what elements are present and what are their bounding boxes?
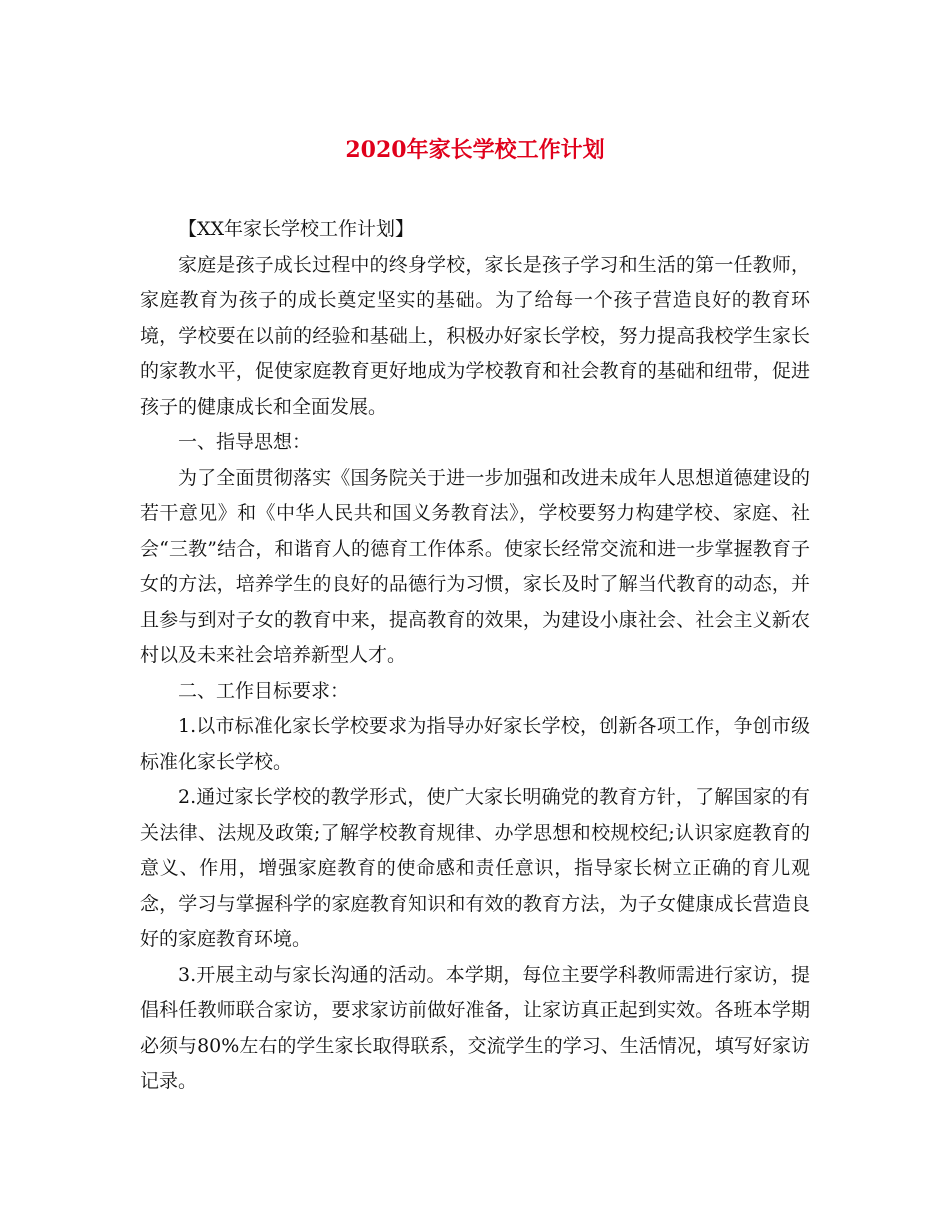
goal-item-1: 1.以市标准化家长学校要求为指导办好家长学校，创新各项工作，争创市级标准化家长学校。 xyxy=(140,715,810,773)
section-heading-bracket: 【XX年家长学校工作计划】 xyxy=(178,218,415,240)
intro-paragraph: 家庭是孩子成长过程中的终身学校，家长是孩子学习和生活的第一任教师，家庭教育为孩子的成长奠定坚实的基础。为了给每一个孩子营造良好的教育环境，学校要在以前的经验和基础上，积极办好家长学校，努力提高我校学生家长的家教水平，促使家庭教育更好地成为学校教育和社会教育的基础和纽带，促进孩子的健康成长和全面发展。 xyxy=(140,253,810,418)
goal-item-3: 3.开展主动与家长沟通的活动。本学期，每位主要学科教师需进行家访，提倡科任教师联合家访，要求家访前做好准备，让家访真正起到实效。各班本学期必须与80%左右的学生家长取得联系，交流学生的学习、生活情况，填写好家访记录。 xyxy=(140,963,810,1092)
goal-item-2: 2.通过家长学校的教学形式，使广大家长明确党的教育方针，了解国家的有关法律、法规及政策;了解学校教育规律、办学思想和校规校纪;认识家庭教育的意义、作用，增强家庭教育的使命感和责任意识，指导家长树立正确的育儿观念，学习与掌握科学的家庭教育知识和有效的教育方法，为子女健康成长营造良好的家庭教育环境。 xyxy=(140,786,810,950)
section-heading-guiding-ideology: 一、指导思想： xyxy=(178,431,312,453)
section-heading-work-goals: 二、工作目标要求： xyxy=(178,679,350,702)
guiding-ideology-paragraph: 为了全面贯彻落实《国务院关于进一步加强和改进未成年人思想道德建设的若干意见》和《中华人民共和国义务教育法》，学校要努力构建学校、家庭、社会“三教”结合，和谐育人的德育工作体系。使家长经常交流和进一步掌握教育子女的方法，培养学生的良好的品德行为习惯，家长及时了解当代教育的动态，并且参与到对子女的教育中来，提高教育的效果，为建设小康社会、社会主义新农村以及未来社会培养新型人才。 xyxy=(140,466,810,666)
document-body xyxy=(140,212,810,1100)
document-title: 2020年家长学校工作计划 xyxy=(345,137,605,163)
